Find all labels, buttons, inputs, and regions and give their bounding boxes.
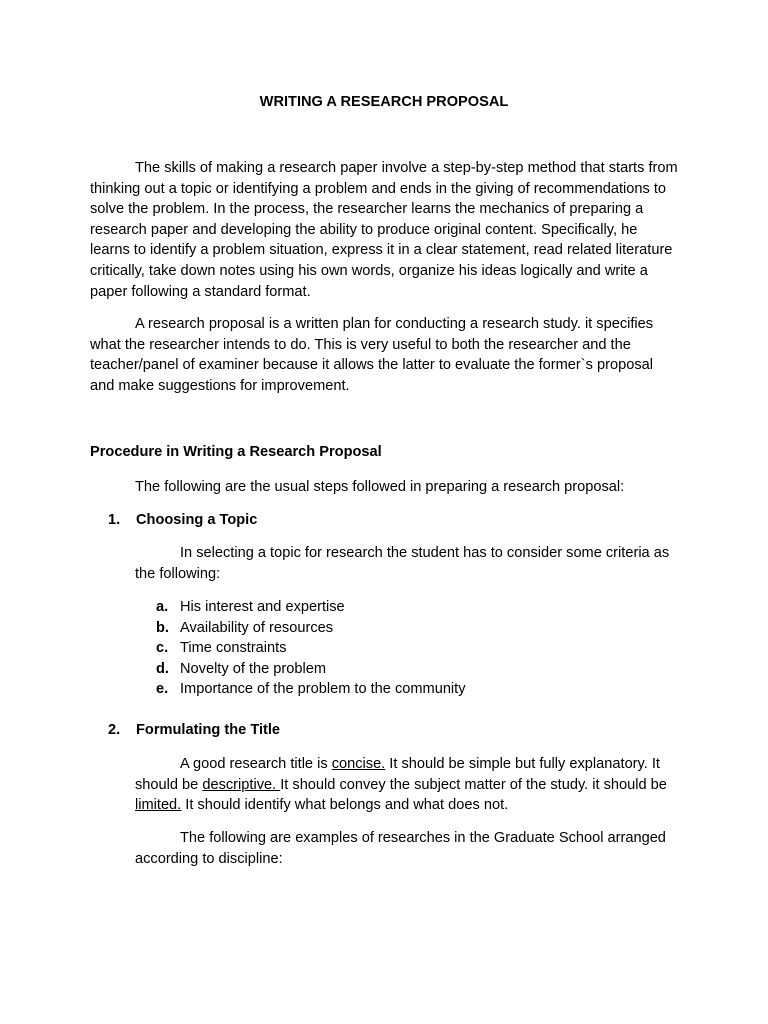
underlined-term-descriptive: descriptive. <box>202 776 281 793</box>
text-run: It should convey the subject matter of the study. it should be <box>280 776 667 793</box>
step-2-examples-paragraph: The following are examples of researches in the Graduate School arranged according to discipline: <box>135 830 666 867</box>
step-1-number: 1. <box>108 512 121 528</box>
section-lead-paragraph: The following are the usual steps followed in preparing a research proposal: <box>135 479 625 495</box>
list-item-letter: b. <box>156 619 169 636</box>
list-item-text: Novelty of the problem <box>180 660 327 677</box>
intro-paragraph-2: A research proposal is a written plan for conducting a research study. it specifies what the researcher intends to do. This is very useful to both the researcher and the teacher/panel of examiner because it allows the latter to evaluate the former`s proposal and make suggestions for improvement. <box>90 316 654 394</box>
criteria-list <box>156 597 696 700</box>
text-run: It should be simple but fully explanatory. It should be <box>135 756 660 793</box>
text-run: It should identify what belongs and what does not. <box>181 797 509 814</box>
document-title: WRITING A RESEARCH PROPOSAL <box>259 94 509 110</box>
text-run: A good research title is <box>180 756 332 772</box>
underlined-term-limited: limited. <box>135 797 182 814</box>
underlined-term-concise: concise. <box>331 756 386 772</box>
step-1-title: Choosing a Topic <box>136 512 258 528</box>
list-item-letter: d. <box>156 660 169 677</box>
list-item <box>156 597 696 618</box>
step-2-paragraph <box>135 754 680 816</box>
list-item-letter: a. <box>156 599 169 615</box>
step-2-heading <box>108 720 688 741</box>
list-item-letter: e. <box>156 681 169 697</box>
list-item <box>156 618 696 639</box>
list-item-text: Time constraints <box>180 640 287 656</box>
list-item-text: His interest and expertise <box>180 599 345 615</box>
list-item <box>156 679 696 700</box>
step-1-paragraph: In selecting a topic for research the student has to consider some criteria as the following: <box>135 545 670 582</box>
section-heading: Procedure in Writing a Research Proposal <box>90 444 382 460</box>
list-item-text: Availability of resources <box>180 619 334 636</box>
step-2-title: Formulating the Title <box>136 722 281 738</box>
list-item <box>156 638 696 659</box>
intro-paragraph-1: The skills of making a research paper involve a step-by-step method that starts from thinking out a topic or identifying a problem and ends in the giving of recommendations to solve the problem. In the process, the researcher learns the mechanics of preparing a research paper and developing the ability to produce original content. Specifically, he learns to identify a problem situation, express it in a clear statement, read related literature critically, take down notes using his own words, organize his ideas logically and write a paper following a standard format. <box>90 160 678 300</box>
list-item-text: Importance of the problem to the community <box>180 681 466 697</box>
step-1-heading <box>108 510 688 531</box>
list-item-letter: c. <box>156 640 169 656</box>
step-2-number: 2. <box>108 722 121 738</box>
list-item <box>156 659 696 680</box>
